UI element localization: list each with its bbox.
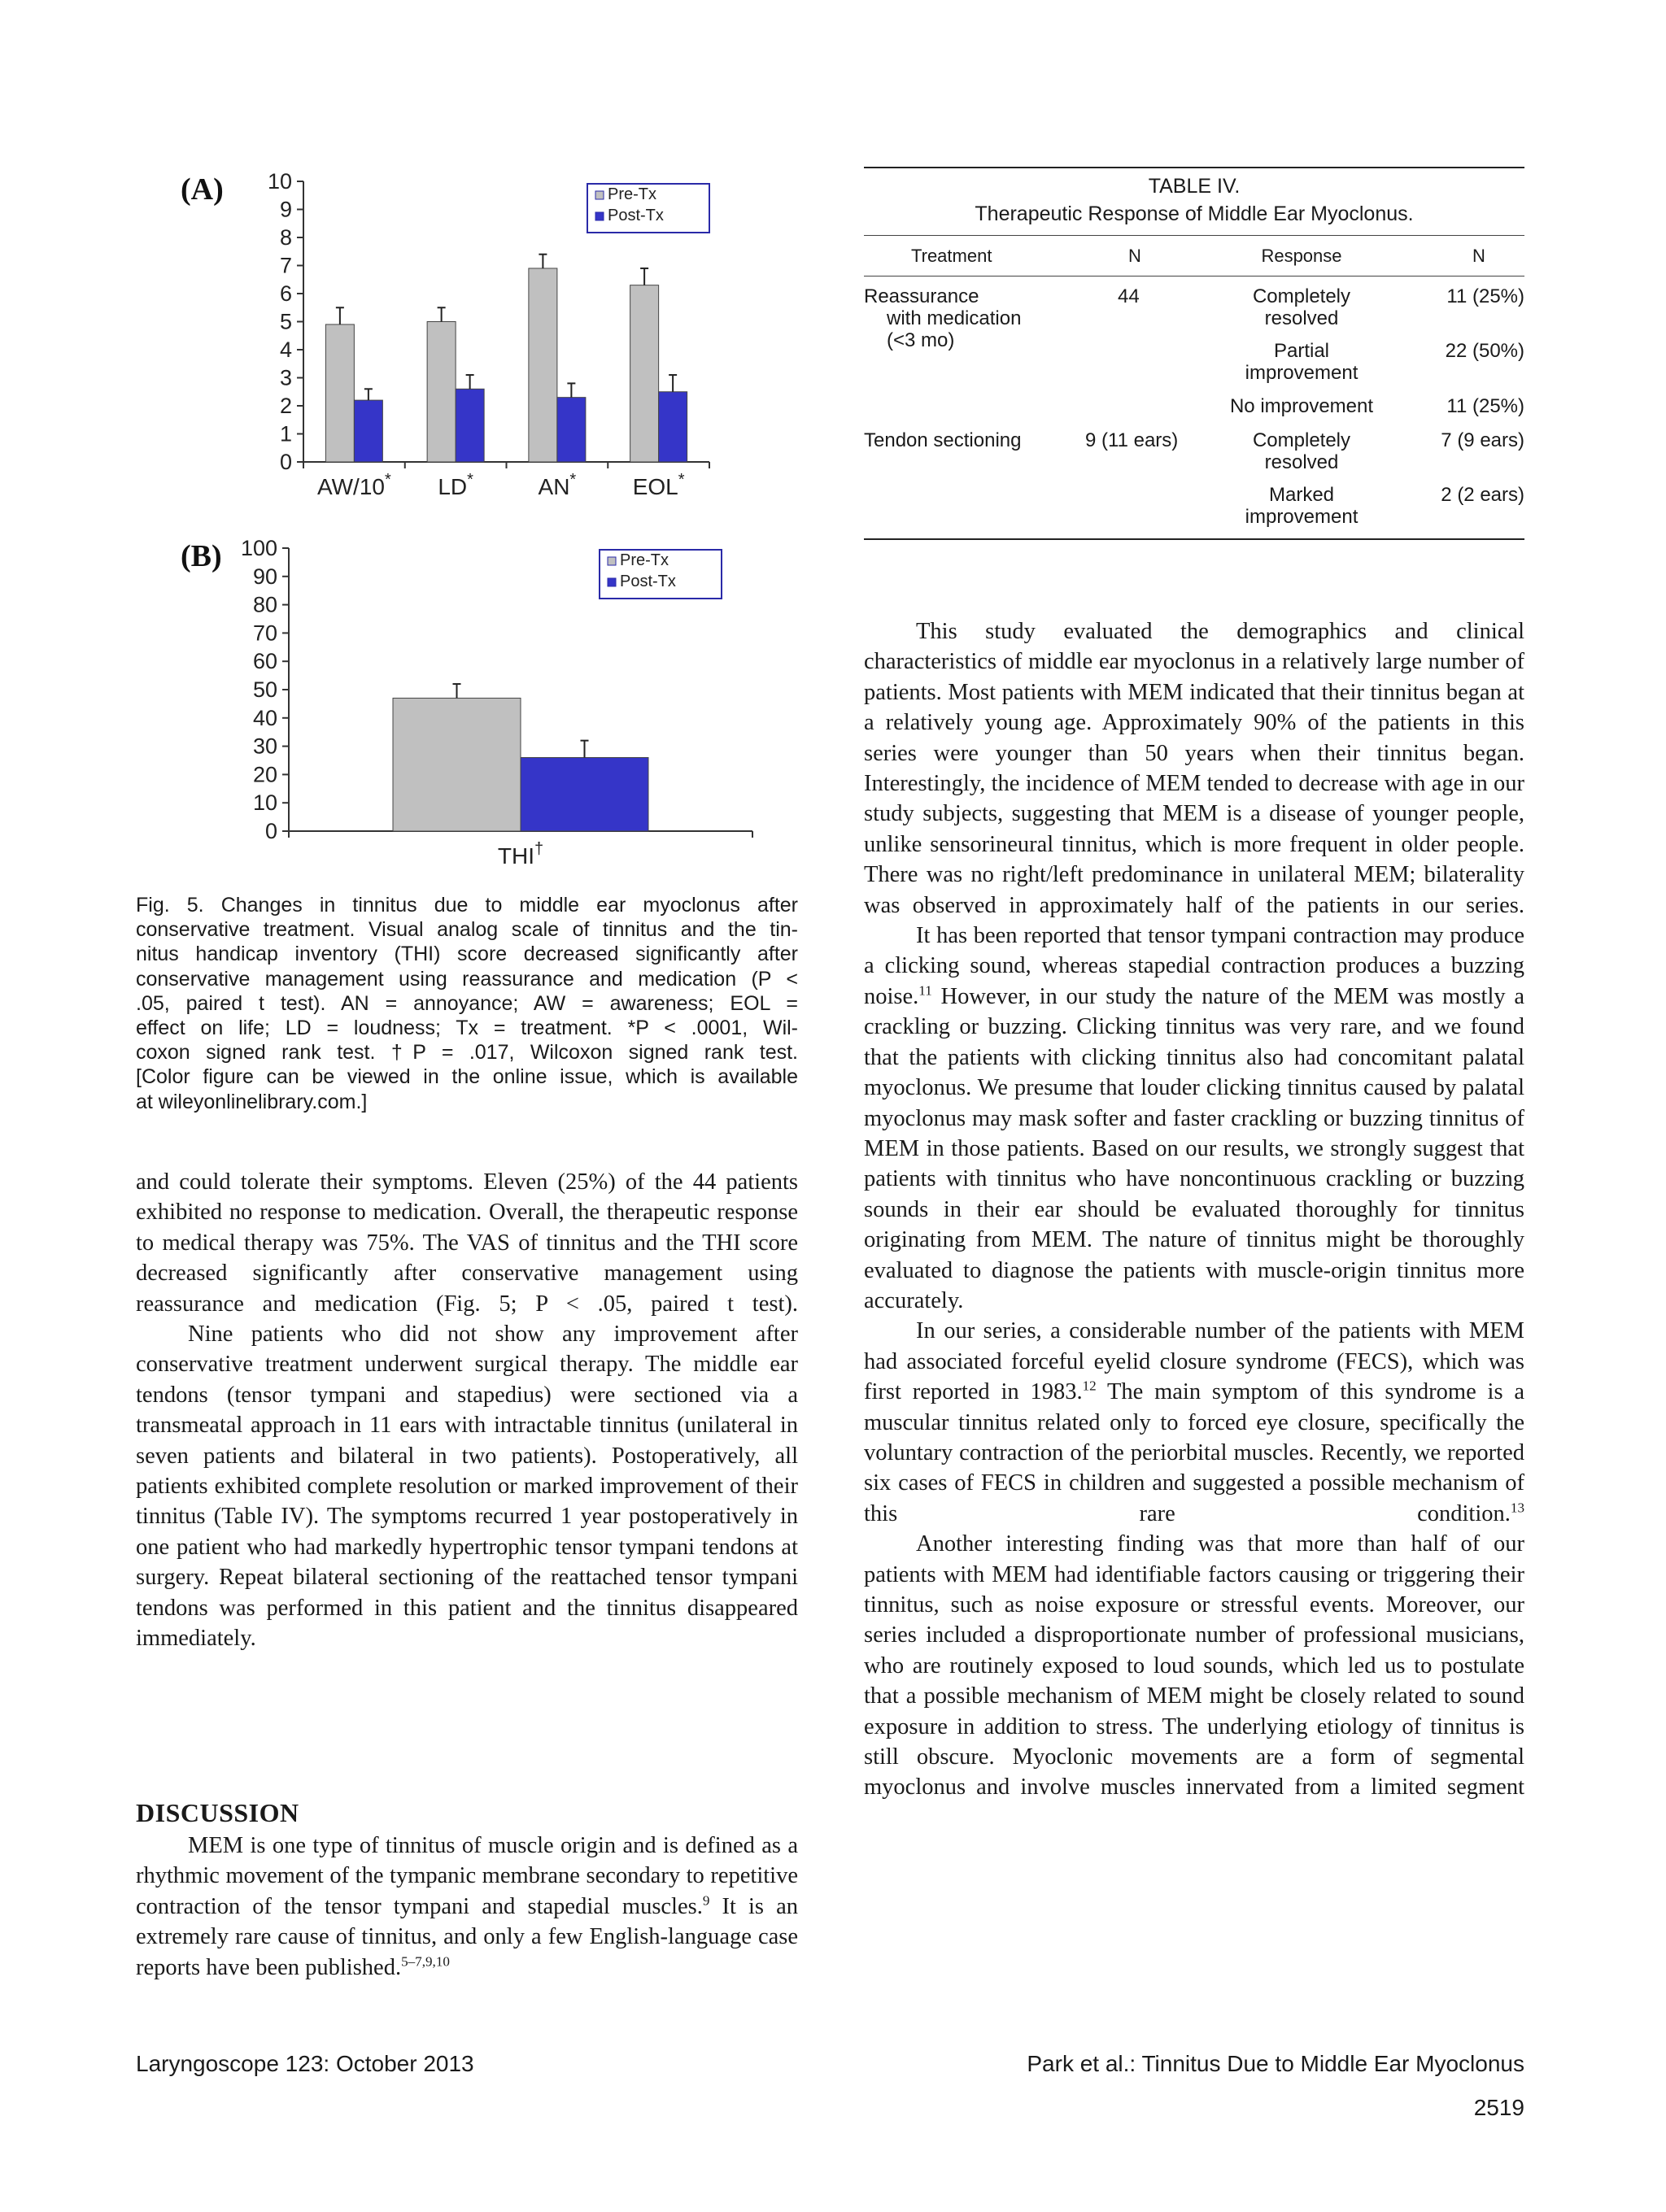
response-n: 2 (2 ears) bbox=[1441, 484, 1524, 506]
caption-line: coxon signed rank test. †P = .017, Wilcoxon signed rank test. bbox=[136, 1041, 798, 1065]
caption-line: conservative treatment. Visual analog scale of tinnitus and the tin- bbox=[136, 918, 798, 942]
bar bbox=[456, 389, 484, 462]
citation: 9 bbox=[702, 1892, 710, 1909]
x-tick-label: AW/10* bbox=[316, 471, 391, 499]
response-n: 11 (25%) bbox=[1446, 285, 1524, 307]
treatment-cell: Tendon sectioning bbox=[864, 429, 1022, 451]
response-cell: Completely resolved bbox=[1252, 429, 1351, 473]
footer-running-title: Park et al.: Tinnitus Due to Middle Ear Myoclonus bbox=[1027, 2051, 1524, 2076]
x-tick-label: THI† bbox=[497, 840, 544, 869]
caption-line: effect on life; LD = loudness; Tx = treatment. *P < .0001, Wil- bbox=[136, 1017, 798, 1040]
y-tick-label: 20 bbox=[252, 762, 277, 787]
page-number: 2519 bbox=[1473, 2095, 1524, 2120]
y-tick-label: 0 bbox=[264, 819, 277, 843]
table-header-n: N bbox=[1472, 246, 1485, 266]
y-tick-label: 1 bbox=[279, 421, 292, 446]
panel-label: (A) bbox=[181, 172, 224, 207]
caption-line: at wileyonlinelibrary.com.] bbox=[136, 1090, 368, 1113]
y-tick-label: 9 bbox=[279, 197, 292, 222]
left-column bbox=[136, 1167, 798, 1654]
y-tick-label: 5 bbox=[279, 309, 292, 334]
legend-label: Post-Tx bbox=[608, 207, 664, 224]
response-n: 7 (9 ears) bbox=[1441, 429, 1524, 451]
caption-line: conservative management using reassurance and medication (P < bbox=[136, 967, 798, 991]
y-tick-label: 8 bbox=[279, 225, 292, 250]
figure-caption bbox=[136, 893, 798, 1114]
y-tick-label: 80 bbox=[252, 592, 277, 617]
y-tick-label: 10 bbox=[267, 169, 292, 194]
figure-5 bbox=[130, 155, 797, 886]
bar bbox=[659, 392, 687, 462]
caption-line: nitus handicap inventory (THI) score decreased significantly after bbox=[136, 943, 798, 966]
bar bbox=[557, 398, 586, 462]
legend-swatch bbox=[608, 578, 616, 586]
citation: 12 bbox=[1082, 1378, 1097, 1394]
treatment-line: Reassurance bbox=[864, 285, 979, 307]
y-tick-label: 10 bbox=[252, 790, 277, 816]
citation: 13 bbox=[1510, 1500, 1524, 1516]
bar bbox=[521, 758, 648, 831]
bar bbox=[630, 285, 659, 462]
treatment-cell bbox=[864, 285, 1021, 351]
treatment-line: (<3 mo) bbox=[887, 329, 955, 351]
treatment-n: 9 (11 ears) bbox=[1085, 429, 1179, 451]
response-cell: No improvement bbox=[1229, 395, 1374, 417]
legend-label: Pre-Tx bbox=[620, 551, 669, 569]
left-column-discussion bbox=[136, 1831, 798, 1983]
treatment-n: 44 bbox=[1118, 285, 1140, 307]
legend bbox=[587, 184, 709, 233]
y-tick-label: 2 bbox=[279, 394, 292, 418]
response-cell: Partial improvement bbox=[1245, 340, 1359, 384]
citation: 5–7,9,10 bbox=[401, 1953, 450, 1970]
legend-swatch bbox=[595, 212, 604, 220]
treatment-line: with medication bbox=[887, 307, 1022, 329]
caption-line: [Color figure can be viewed in the online issue, which is available bbox=[136, 1065, 798, 1089]
footer-journal: Laryngoscope 123: October 2013 bbox=[136, 2051, 474, 2076]
y-tick-label: 6 bbox=[279, 281, 292, 306]
table-header-n: N bbox=[1128, 246, 1141, 266]
chart-a bbox=[181, 169, 709, 499]
bar bbox=[427, 322, 456, 463]
table-label: TABLE IV. bbox=[1148, 175, 1241, 198]
table-iv bbox=[864, 167, 1524, 545]
y-tick-label: 0 bbox=[279, 450, 292, 474]
y-tick-label: 7 bbox=[279, 253, 292, 278]
y-tick-label: 60 bbox=[252, 649, 277, 674]
paragraph: Nine patients who did not show any improvement after conservative treatment underwent surgical therapy. The middle ear tendons (tensor tympani and stapedius) were sectioned via a transmeatal approach in 11 ears with intractable tinnitus (unilateral in seven patients and bilateral in two patients). Postoperatively, all patients exhibited complete resolution or marked improvement of their tinnitus (Table IV). The symptoms recurred 1 year postoperatively in one patient who had markedly hypertrophic tensor tympani tendons at surgery. Repeat bilateral sectioning of the reattached tensor tympani tendons was performed in this patient and the tinnitus disappeared immediately. bbox=[136, 1322, 798, 1652]
citation: 11 bbox=[918, 982, 932, 999]
paragraph: and could tolerate their symptoms. Eleven (25%) of the 44 patients exhibited no response to medication. Overall, the therapeutic response to medical therapy was 75%. The VAS of tinnitus and the THI score decreased significantly after conservative management using reassurance and medication (Fig. 5; P < .05, paired t test). bbox=[136, 1169, 798, 1317]
y-tick-label: 4 bbox=[279, 337, 292, 362]
y-tick-label: 3 bbox=[279, 365, 292, 390]
legend bbox=[600, 550, 722, 599]
caption-line: .05, paired t test). AN = annoyance; AW = awareness; EOL = bbox=[136, 991, 798, 1015]
table-header-treatment: Treatment bbox=[911, 246, 992, 266]
x-tick-label: LD* bbox=[438, 471, 473, 499]
legend-swatch bbox=[608, 557, 616, 565]
paragraph: This study evaluated the demographics and clinical characteristics of middle ear myoclonus in a relatively large number of patients. Most patients with MEM indicated that their tinnitus began at a relatively young age. Approximately 90% of the patients in this series were younger than 50 years when their tinnitus began. Interestingly, the incidence of MEM tended to decrease with age in our study subjects, suggesting that MEM is a disease of younger people, unlike sensorineural tinnitus, which is more frequent in older people. There was no right/left predominance in unilateral MEM; bilaterality was observed in approximately half of the patients in our series. bbox=[864, 619, 1524, 918]
x-tick-label: EOL* bbox=[632, 471, 685, 499]
y-tick-label: 50 bbox=[252, 677, 277, 702]
y-tick-label: 30 bbox=[252, 734, 277, 759]
response-n: 11 (25%) bbox=[1446, 395, 1524, 417]
response-cell: Marked improvement bbox=[1245, 484, 1359, 528]
y-tick-label: 70 bbox=[252, 620, 277, 646]
table-title: Therapeutic Response of Middle Ear Myoclonus. bbox=[975, 202, 1414, 225]
response-cell: Completely resolved bbox=[1252, 285, 1351, 329]
paragraph: Another interesting finding was that more than half of our patients with MEM had identifiable factors causing or triggering their tinnitus, such as noise exposure or stressful events. Moreover, our series included a disproportionate number of professional musicians, who are routinely exposed to loud sounds, which led us to postulate that a possible mechanism of MEM might be closely related to sound exposure in addition to stress. The underlying etiology of tinnitus is still obscure. Myoclonic movements are a form of segmental myoclonus and involve muscles innervated from a limited segment bbox=[864, 1531, 1524, 1801]
bar bbox=[393, 698, 521, 831]
paragraph: It has been reported that tensor tympani contraction may produce a clicking sound, whereas stapedial contraction produces a buzzing noise.$^{11}$ However, in our study the nature of the MEM was mostly a crackling or buzzing. Clicking tinnitus was very rare, and we found that the patients with clicking tinnitus also had concomitant palatal myoclonus. We presume that louder clicking tinnitus caused by palatal myoclonus may mask softer and faster crackling or buzzing tinnitus of MEM in those patients. Based on our results, we strongly suggest that patients with tinnitus who have noncontinuous crackling or buzzing sounds in their ear should be evaluated thoroughly for tinnitus originating from MEM. The nature of tinnitus might be thoroughly evaluated to diagnose the patients with muscle-origin tinnitus more accurately. bbox=[864, 923, 1524, 1313]
y-tick-label: 40 bbox=[252, 705, 277, 730]
y-tick-label: 90 bbox=[252, 564, 277, 589]
legend-label: Pre-Tx bbox=[608, 185, 656, 203]
legend-label: Post-Tx bbox=[620, 573, 676, 590]
bar bbox=[325, 324, 354, 462]
paragraph: In our series, a considerable number of the patients with MEM had associated forceful eyelid closure syndrome (FECS), which was first reported in 1983.12 The main symptom of this syndrome is a muscular tinnitus related only to forced eye closure, specifically the voluntary contraction of the periorbital muscles. Recently, we reported six cases of FECS in children and suggested a possible mechanism of this rare condition.$^{13}$ bbox=[864, 1318, 1524, 1526]
bar bbox=[529, 268, 557, 462]
panel-label: (B) bbox=[181, 539, 222, 573]
paragraph: MEM is one type of tinnitus of muscle origin and is defined as a rhythmic movement of the tympanic membrane secondary to repetitive contraction of the tensor tympani and stapedial muscles.$^9$ It is an extremely rare cause of tinnitus, and only a few English-language case reports have been published.$^{5-7,9,10}$ bbox=[136, 1833, 798, 1980]
response-n: 22 (50%) bbox=[1445, 340, 1524, 362]
chart-b bbox=[181, 536, 752, 869]
x-tick-label: AN* bbox=[538, 471, 577, 499]
caption-line: Fig. 5. Changes in tinnitus due to middle ear myoclonus after bbox=[136, 894, 798, 917]
right-column bbox=[864, 616, 1524, 1803]
bar bbox=[354, 400, 382, 462]
legend-swatch bbox=[595, 191, 604, 199]
section-heading: DISCUSSION bbox=[136, 1798, 299, 1827]
y-tick-label: 100 bbox=[240, 536, 277, 560]
table-header-response: Response bbox=[1261, 246, 1342, 266]
